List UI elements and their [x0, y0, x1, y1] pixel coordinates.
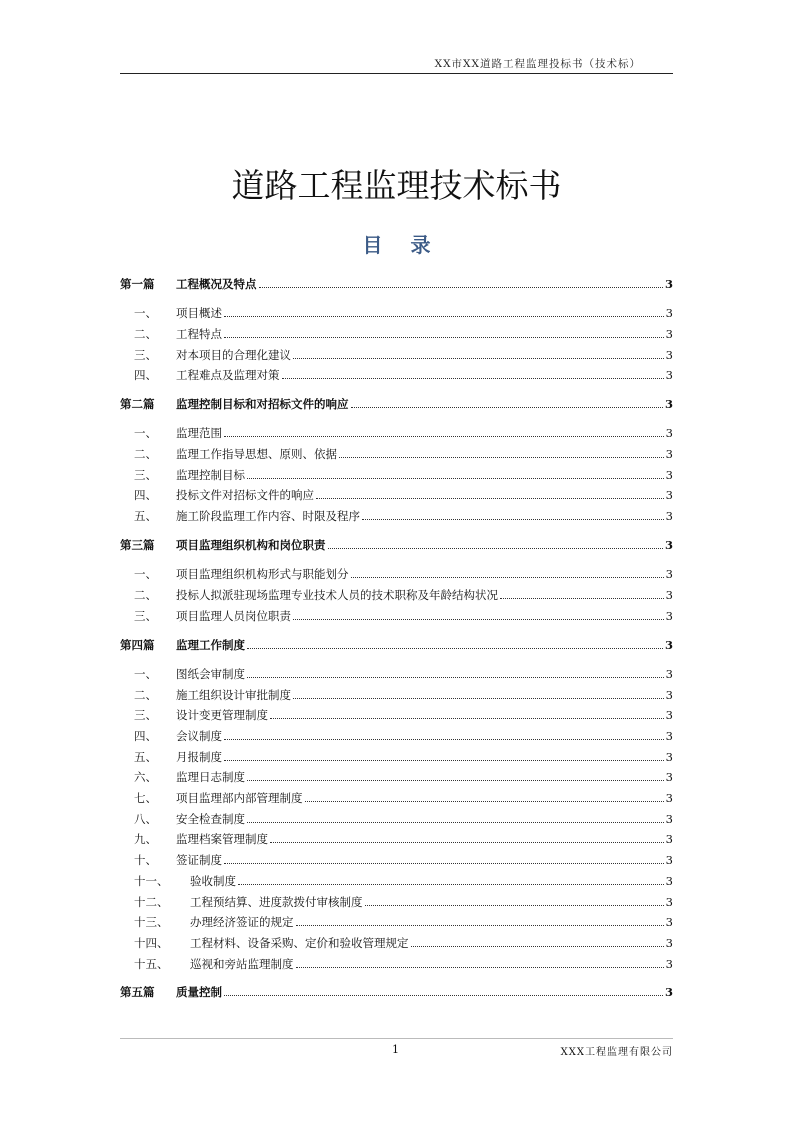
toc-entry[interactable]	[120, 704, 673, 722]
toc-entry[interactable]	[120, 364, 673, 382]
toc-entry-title: 监理控制目标	[176, 468, 245, 482]
header-rule	[120, 73, 673, 74]
toc-entry-number: 第三篇	[120, 538, 155, 552]
toc-entry-page: 3	[665, 327, 673, 341]
toc-entry-title: 监理工作指导思想、原则、依据	[176, 447, 337, 461]
toc-dot-leader	[293, 698, 664, 699]
toc-entry-number: 十、	[134, 853, 157, 867]
toc-entry[interactable]	[120, 344, 673, 362]
toc-dot-leader	[293, 619, 664, 620]
toc-dot-leader	[224, 316, 664, 317]
toc-entry-title: 监理控制目标和对招标文件的响应	[176, 397, 349, 411]
footer-rule	[120, 1038, 673, 1039]
toc-entry[interactable]	[120, 746, 673, 764]
toc-dot-leader	[500, 598, 664, 599]
toc-entry[interactable]	[120, 484, 673, 502]
toc-entry-page: 3	[665, 567, 673, 581]
toc-entry[interactable]	[120, 302, 673, 320]
toc-heading: 目录	[362, 233, 459, 257]
toc-entry-page: 3	[665, 509, 673, 523]
toc-entry-title: 签证制度	[176, 853, 222, 867]
toc-entry-number: 一、	[134, 306, 157, 320]
toc-entry-page: 3	[665, 750, 673, 764]
toc-entry-number: 三、	[134, 348, 157, 362]
toc-entry-page: 3	[665, 832, 673, 846]
toc-entry-page: 3	[665, 609, 673, 623]
document-title: 道路工程监理技术标书	[231, 166, 562, 206]
toc-dot-leader	[293, 358, 664, 359]
toc-entry[interactable]	[120, 953, 673, 971]
toc-entry-title: 验收制度	[190, 874, 236, 888]
toc-entry-number: 十四、	[134, 936, 169, 950]
toc-entry-title: 质量控制	[176, 985, 222, 999]
toc-dot-leader	[247, 780, 664, 781]
toc-entry[interactable]	[120, 787, 673, 805]
toc-entry[interactable]	[120, 605, 673, 623]
toc-entry-page: 3	[665, 895, 673, 909]
footer-company: XXX工程监理有限公司	[560, 1047, 673, 1058]
toc-part-entry[interactable]	[120, 273, 673, 291]
toc-entry-title: 项目概述	[176, 306, 222, 320]
toc-entry-number: 七、	[134, 791, 157, 805]
toc-entry-title: 施工阶段监理工作内容、时限及程序	[176, 509, 360, 523]
toc-entry-title: 项目监理人员岗位职责	[176, 609, 291, 623]
toc-entry-page: 3	[665, 853, 673, 867]
toc-entry-title: 安全检查制度	[176, 812, 245, 826]
toc-dot-leader	[224, 436, 664, 437]
toc-dot-leader	[411, 946, 664, 947]
toc-entry-title: 施工组织设计审批制度	[176, 688, 291, 702]
toc-entry-number: 二、	[134, 447, 157, 461]
toc-part-entry[interactable]	[120, 393, 673, 411]
toc-dot-leader	[238, 884, 664, 885]
toc-part-entry[interactable]	[120, 981, 673, 999]
toc-entry-number: 四、	[134, 488, 157, 502]
toc-entry-page: 3	[664, 277, 673, 291]
toc-entry[interactable]	[120, 323, 673, 341]
toc-entry-title: 工程材料、设备采购、定价和验收管理规定	[190, 936, 409, 950]
toc-entry-page: 3	[664, 985, 673, 999]
toc-part-entry[interactable]	[120, 534, 673, 552]
toc-entry-title: 巡视和旁站监理制度	[190, 957, 294, 971]
toc-dot-leader	[296, 967, 664, 968]
toc-entry-title: 工程特点	[176, 327, 222, 341]
toc-entry-title: 设计变更管理制度	[176, 708, 268, 722]
toc-entry-number: 二、	[134, 588, 157, 602]
toc-entry-page: 3	[665, 791, 673, 805]
toc-dot-leader	[282, 378, 664, 379]
toc-dot-leader	[328, 548, 663, 549]
toc-entry-number: 十三、	[134, 915, 169, 929]
toc-entry-title: 工程概况及特点	[176, 277, 257, 291]
toc-dot-leader	[259, 287, 663, 288]
toc-entry-number: 三、	[134, 708, 157, 722]
toc-entry[interactable]	[120, 663, 673, 681]
toc-dot-leader	[224, 739, 664, 740]
toc-entry-page: 3	[665, 688, 673, 702]
toc-entry[interactable]	[120, 443, 673, 461]
running-header: XX市XX道路工程监理投标书（技术标）	[434, 58, 641, 70]
toc-entry[interactable]	[120, 505, 673, 523]
toc-dot-leader	[270, 842, 664, 843]
toc-entry[interactable]	[120, 891, 673, 909]
toc-entry-number: 第二篇	[120, 397, 155, 411]
toc-entry-page: 3	[665, 936, 673, 950]
toc-entry-title: 投标人拟派驻现场监理专业技术人员的技术职称及年龄结构状况	[176, 588, 498, 602]
toc-dot-leader	[365, 905, 664, 906]
toc-entry-title: 项目监理组织机构和岗位职责	[176, 538, 326, 552]
toc-entry-page: 3	[665, 770, 673, 784]
toc-entry-page: 3	[665, 306, 673, 320]
toc-dot-leader	[224, 995, 663, 996]
toc-entry[interactable]	[120, 828, 673, 846]
toc-entry-number: 第五篇	[120, 985, 155, 999]
toc-dot-leader	[351, 577, 664, 578]
toc-entry-number: 第四篇	[120, 638, 155, 652]
toc-entry-page: 3	[665, 426, 673, 440]
toc-entry-number: 十二、	[134, 895, 169, 909]
toc-entry-number: 九、	[134, 832, 157, 846]
toc-dot-leader	[270, 718, 664, 719]
toc-dot-leader	[305, 801, 664, 802]
toc-entry-number: 五、	[134, 509, 157, 523]
page-number: 1	[392, 1043, 399, 1056]
toc-entry[interactable]	[120, 464, 673, 482]
toc-entry-page: 3	[664, 638, 673, 652]
toc-entry-title: 投标文件对招标文件的响应	[176, 488, 314, 502]
toc-entry-title: 办理经济签证的规定	[190, 915, 294, 929]
toc-entry-page: 3	[665, 812, 673, 826]
toc-entry-title: 会议制度	[176, 729, 222, 743]
toc-entry-page: 3	[665, 348, 673, 362]
toc-entry-number: 三、	[134, 609, 157, 623]
toc-dot-leader	[224, 337, 664, 338]
toc-entry-title: 对本项目的合理化建议	[176, 348, 291, 362]
toc-entry-number: 一、	[134, 426, 157, 440]
toc-dot-leader	[224, 863, 664, 864]
toc-entry-number: 十五、	[134, 957, 169, 971]
toc-entry-title: 图纸会审制度	[176, 667, 245, 681]
toc-entry-page: 3	[665, 447, 673, 461]
toc-entry-number: 六、	[134, 770, 157, 784]
toc-dot-leader	[224, 760, 664, 761]
toc-entry-title: 监理日志制度	[176, 770, 245, 784]
toc-part-entry[interactable]	[120, 634, 673, 652]
toc-entry-number: 八、	[134, 812, 157, 826]
toc-entry-title: 项目监理组织机构形式与职能划分	[176, 567, 349, 581]
toc-entry-page: 3	[665, 488, 673, 502]
toc-dot-leader	[339, 457, 664, 458]
toc-entry-page: 3	[665, 874, 673, 888]
toc-entry-title: 工程预结算、进度款拨付审核制度	[190, 895, 363, 909]
toc-entry-title: 监理范围	[176, 426, 222, 440]
toc-entry-page: 3	[665, 588, 673, 602]
toc-entry-page: 3	[665, 468, 673, 482]
toc-dot-leader	[351, 407, 663, 408]
toc-entry[interactable]	[120, 563, 673, 581]
toc-entry-number: 五、	[134, 750, 157, 764]
toc-entry-number: 第一篇	[120, 277, 155, 291]
toc-entry-title: 月报制度	[176, 750, 222, 764]
toc-entry[interactable]	[120, 422, 673, 440]
toc-entry-page: 3	[665, 957, 673, 971]
toc-entry-number: 一、	[134, 567, 157, 581]
toc-entry-number: 三、	[134, 468, 157, 482]
toc-entry[interactable]	[120, 849, 673, 867]
toc-entry[interactable]	[120, 911, 673, 929]
toc-entry-title: 监理工作制度	[176, 638, 245, 652]
toc-entry[interactable]	[120, 932, 673, 950]
toc-entry[interactable]	[120, 808, 673, 826]
toc-dot-leader	[316, 498, 664, 499]
toc-entry-number: 四、	[134, 368, 157, 382]
toc-entry-page: 3	[665, 729, 673, 743]
toc-entry-title: 工程难点及监理对策	[176, 368, 280, 382]
toc-dot-leader	[247, 648, 663, 649]
toc-entry[interactable]	[120, 766, 673, 784]
toc-dot-leader	[296, 925, 664, 926]
toc-entry-number: 二、	[134, 688, 157, 702]
toc-entry-title: 项目监理部内部管理制度	[176, 791, 303, 805]
toc-entry-page: 3	[665, 667, 673, 681]
toc-entry-page: 3	[665, 708, 673, 722]
toc-entry-page: 3	[664, 397, 673, 411]
toc-entry[interactable]	[120, 870, 673, 888]
toc-entry-number: 四、	[134, 729, 157, 743]
toc-entry-page: 3	[664, 538, 673, 552]
toc-entry[interactable]	[120, 684, 673, 702]
toc-entry-page: 3	[665, 368, 673, 382]
toc-entry[interactable]	[120, 725, 673, 743]
toc-dot-leader	[247, 677, 664, 678]
toc-dot-leader	[362, 519, 664, 520]
toc-entry-number: 二、	[134, 327, 157, 341]
toc-entry[interactable]	[120, 584, 673, 602]
toc-entry-number: 一、	[134, 667, 157, 681]
toc-entry-page: 3	[665, 915, 673, 929]
toc-dot-leader	[247, 822, 664, 823]
toc-dot-leader	[247, 478, 664, 479]
toc-entry-title: 监理档案管理制度	[176, 832, 268, 846]
toc-entry-number: 十一、	[134, 874, 169, 888]
